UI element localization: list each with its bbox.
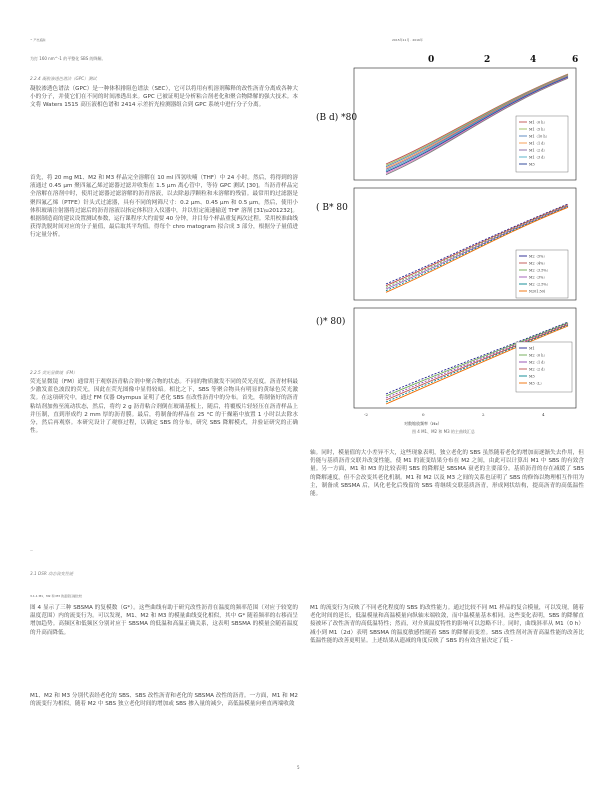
legend-c-label-2: M2（1 d）: [529, 360, 547, 365]
legend-a-label-5: M1（3 d）: [529, 155, 547, 160]
section-fm-heading: 2.2.5 荧光显微镜（FM）: [30, 370, 78, 375]
fm-paragraph: 荧光显微镜（FM）通常用于观察沥青粘合剂中聚合物的状态。不同的物质激发不同的荧光亮度。沥青材料最少激发蓝色波段的荧光，因此在荧光图像中显得较暗。相比之下，SBS 等聚合物具有明显的黄绿色荧光激发。在这项研究中，通过 FM 仪器 Olympus 证明了老化 SBS 在改性沥青中的分布。首先，将制备好的沥青粘结剂加热至流动状态，然后，将约 2 g 沥青粘合剂倒在玻璃基板上，随后，将覆板片轻轻压在沥青样品上并压制，直到形成约 2 mm 厚的沥青膜。最后，将制备的样品在 25 °C 的干燥箱中放置 1 小时以去除水分，然后再观察。本研究设计了观察过程，以确定 SBS 的分布，研究 SBS 降解模式，并验证研究的正确性。: [30, 379, 298, 435]
top-tick-3: 6: [572, 55, 579, 65]
header-left-mark: ^ 产出追踪: [30, 38, 46, 42]
right-paragraph: 轴。同时，模量值的大小差异不大，这些现象表明，独立老化的 SBS 虽然随着老化的增加而逐渐失去作用，但仍能与基质沥青交联并改变性能，使 M1 的流变结果分布在 M2 之间，由此可以计算出 M1 中 SBS 的有效含量。另一方面，M1 和 M3 的比较表明 SBS 的降解是 SBSMA 衰老的主要部分。基质沥青的存在减缓了 SBS 的降解速度，但不会改变其老化机制。M1 和 M2 以及 M3 之间的关系也证明了 SBS 的修饰以物理相互作用为主，制备成 SBSMA 后，风化老化后残留的 SBS 将继续交联基质沥青，形成网状结构，提高沥青的高低温性能。: [310, 450, 584, 498]
legend-b-label-3: M2（3%）: [529, 275, 547, 280]
gpc-paragraph: 凝胶渗透色谱法（GPC）是一种体积排阻色谱法（SEC），它可以将用有机溶剂稀释的改性沥青分离成各种大小的分子，并使它们在不同的时间渗透出来。GPC 已被证明是分析粘合剂老化和聚合物降解的强大技术。本文将 Waters 1515 高压液相色谱和 2414 示差折光检测器组合到 GPC 系统中进行分子分离。: [30, 86, 298, 109]
aging-paragraph: M1 的流变行为反映了不同老化程度的 SBS 的改性能力。通过比较不同 M1 样品的复合模量，可以发现，随着老化时间的延长，低温模量和高温模量向纵轴末端收敛，而中温模量基本相同。这些变化表明，SBS 的降解直接被环了改性沥青的高低温特性；然而，对介质温度特性的影响可以忽略不计。同时，曲线斜率从 M1（0 h）减小到 M1（2d）表明 SBSMA 的温度敏感性随着 SBS 的降解而变差。SBS 改性剂对沥青高温性能的改善比低温性能的改善更明显。上述结果从遗减的角度反映了 SBS 的有效含量决定了低 -: [310, 605, 584, 644]
x-axis-label: 对数缩放频率（Hz）: [404, 421, 442, 426]
bottom-tick-1: 0: [422, 412, 425, 417]
legend-c-label-5: M3（L）: [529, 381, 544, 386]
results-dash-mark: —: [30, 548, 33, 552]
master-curve-figure: [304, 40, 586, 442]
subsection-label: 3.1.1 M1、M2 和 M3 的温度扫描比较: [30, 594, 82, 598]
legend-c-label-4: M3: [529, 374, 535, 379]
legend-c-label-0: M1: [529, 346, 535, 351]
legend-a-label-6: M3: [529, 162, 535, 167]
gpc-method-paragraph: 首先，将 20 mg M1、M2 和 M3 样品完全溶解在 10 ml 四氢呋喃（THF）中 24 小时。然后，将得到的溶液通过 0.45 μm 聚四氟乙烯过滤器过滤并收集在 1.5 μm 离心管中，等待 GPC 测试 [30]。当沥青样品完全溶解在溶剂中时，使用过滤器过滤溶解的沥青溶液，以去除悬浮颗粒和未溶解的残留。最常用的过滤器是聚四氟乙烯（PTFE）针头式过滤器，具有不同的网筛尺寸：0.2 μm、0.45 μm 和 0.5 μm。然后，使用小体积玻璃注射器将过滤后的沥青溶液以指定体积注入仪器中，并以恒定流速输送 THF 溶剂 [31\u201232]。根据制造商的建议设置测试参数，运行课程序大约需要 40 分钟，并目每个样品重复两次过程。采用校准曲线获得洗脱时间对应的分子量值，最后取其平均值。得每个 chro matogram 拟合成 3 部分，根据分子量值进行定量分析。: [30, 175, 298, 239]
page-number: 5: [297, 765, 300, 770]
legend-b-label-1: M2（4%）: [529, 261, 547, 266]
legend-a-label-0: M1（0 h）: [529, 120, 547, 125]
bottom-tick-3: 4: [542, 412, 545, 417]
bottom-tick-0: -2: [364, 412, 368, 417]
top-tick-0: 0: [428, 55, 435, 65]
panel-a-ylabel: (B d) *80: [316, 113, 358, 123]
top-tick-2: 4: [530, 55, 537, 65]
samples-paragraph: M1、M2 和 M3 分别代表经老化的 SBS、SBS 改性沥青和老化的 SBSMA 改性的沥青。一方面，M1 和 M2 的流变行为相似，随着 M2 中 SBS 独立老化时间的增加或 SBS 掺入量的减少，高低温模量向垂直两端收敛: [30, 693, 298, 708]
legend-b-label-5: N201.50): [529, 289, 546, 294]
legend-b-label-0: M2（5%）: [529, 254, 547, 259]
header-right-mark: 2015年11月 · 2016年: [392, 38, 423, 42]
panel-b-ylabel: ( B* 80: [316, 203, 348, 213]
legend-b-label-2: M2（3.5%）: [529, 268, 551, 273]
panel-c-ylabel: ()* 80): [316, 317, 346, 327]
legend-b-label-4: M2（2.5%）: [529, 282, 551, 287]
complex-modulus-paragraph: 图 4 显示了三种 SBSMA 的复模数（G*）。这些曲线有助于研究改性沥青在温度的频率范围（对应于较宽的温度范围）内的流变行为。可以发现，M1、M2 和 M3 的模量曲线变化相似，其中 G* 随着频率的右移而呈增加趋势。高频区和低频区分别对应于 SBSMA 的低温和高温正确关系，这表明 SBSMA 的模量会随着温度的升高而降低。: [30, 605, 298, 636]
legend-a-label-1: M1（5 h）: [529, 127, 547, 132]
figure-caption: 图 4 M1、M2 和 M3 的主曲线汇总: [412, 429, 475, 434]
legend-a-label-4: M1（2 d）: [529, 148, 547, 153]
bottom-tick-2: 2: [482, 412, 485, 417]
section-results-heading: 3.1 DSR 动态流变性能: [30, 571, 74, 576]
legend-c-label-3: M2（2 d）: [529, 367, 547, 372]
legend-a-label-3: M1（1 d）: [529, 141, 547, 146]
top-caption: 为打 160 nm^-1 的平整化 SBS 的降解。: [30, 56, 106, 61]
section-gpc-heading: 2.2.4 凝胶渗透色谱法（GPC）测试: [30, 76, 97, 81]
top-tick-1: 2: [484, 55, 491, 65]
legend-c-label-1: M2（0 h）: [529, 353, 547, 358]
legend-a-label-2: M1（10 h）: [529, 134, 549, 139]
